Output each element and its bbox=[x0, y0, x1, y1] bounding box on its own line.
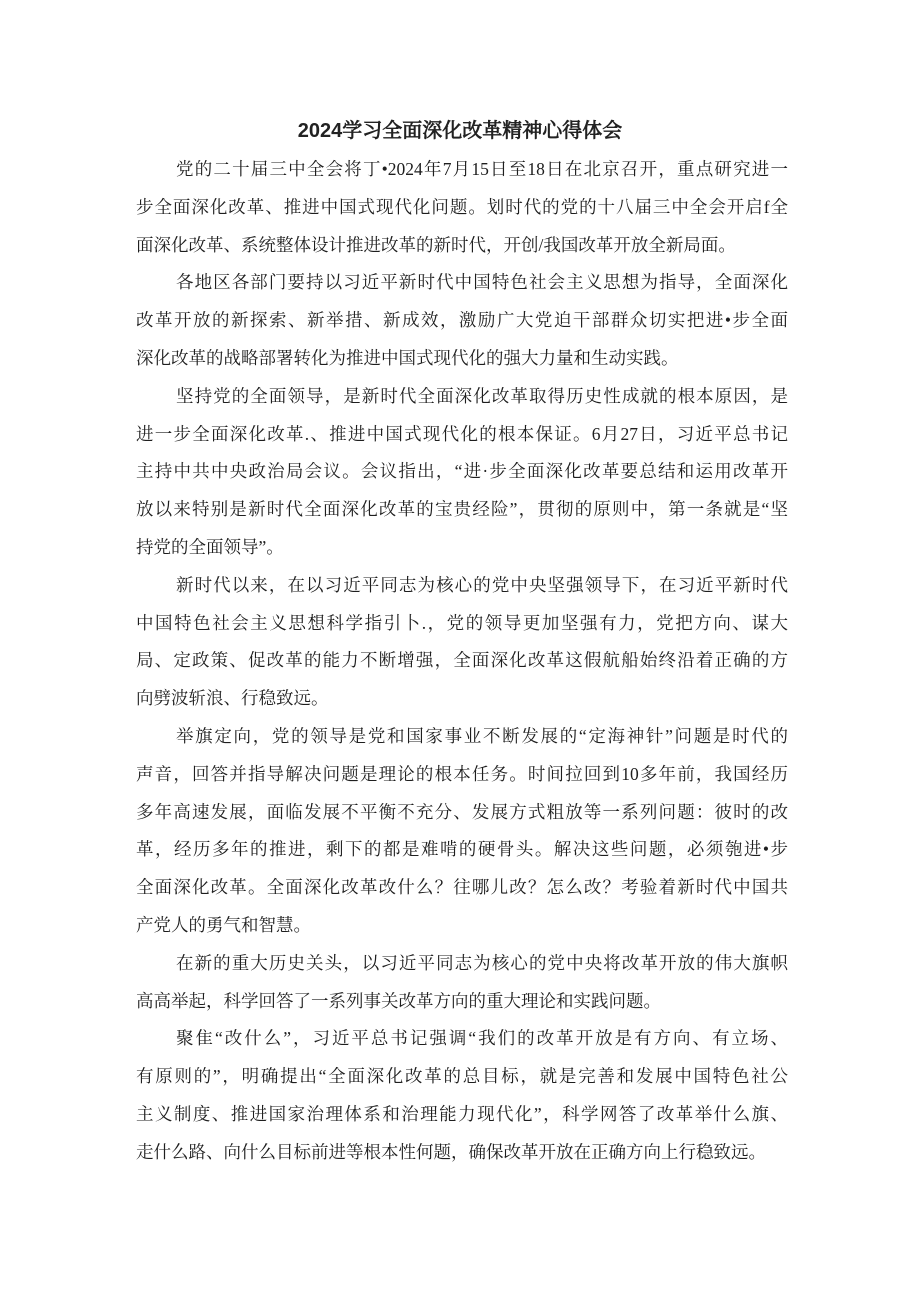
text-line: 持党的全面领导”。 bbox=[136, 536, 284, 557]
text-line: 改革开放的新探索、新举措、新成效，激励广大党迫干部群众切实把进•步全面 bbox=[136, 310, 788, 331]
text-line: 多年高速发展，面临发展不平衡不充分、发展方式粗放等一系列问题：彼时的改 bbox=[136, 801, 788, 822]
paragraph bbox=[136, 567, 788, 718]
text-line: 革，经历多年的推进，剩下的都是难啃的硬骨头。解决这些问题，必须匏进•步 bbox=[136, 839, 788, 860]
text-line: 党的二十届三中全会将丁•2024年7月15日至18日在北京召开，重点研究进一 bbox=[176, 159, 788, 179]
text-line: 主义制度、推进国家治理体系和治理能力现代化”，科学网答了改革举什么旗、 bbox=[136, 1103, 788, 1124]
text-line: 各地区各部门要持以习近平新时代中国特色社会主义思想为指导，全面深化 bbox=[176, 272, 788, 293]
text-line: 在新的重大历史关头，以习近平同志为核心的党中央将改革开放的伟大旗帜 bbox=[176, 952, 788, 973]
text-line: 新时代以来，在以习近平同志为核心的党中央坚强领导下，在习近平新时代 bbox=[176, 574, 788, 595]
paragraph bbox=[136, 378, 788, 567]
text-line: 高高举起，科学回答了一系列事关改革方向的重大理论和实践问题。 bbox=[136, 990, 661, 1011]
text-line: 全面深化改革。全面深化改革改什么？往哪儿改？怎么改？考验着新时代中国共 bbox=[136, 877, 788, 898]
paragraph bbox=[136, 718, 788, 945]
paragraph bbox=[136, 264, 788, 377]
text-line: 向劈波斩浪、行稳致远。 bbox=[136, 688, 329, 709]
text-line: 坚持党的全面领导，是新时代全面深化改革取得历史性成就的根本原因，是 bbox=[176, 385, 788, 406]
text-line: 局、定政策、促改革的能力不断增强，全面深化改革这假航船始终沿着正确的方 bbox=[136, 650, 788, 671]
text-line: 走什么路、向什么目标前进等根本性何题，确保改革开放在正确方向上行稳致远。 bbox=[136, 1141, 766, 1162]
text-line: 产党人的勇气和智慧。 bbox=[136, 914, 311, 935]
text-line: 声音，回答并指导解决问题是理论的根本任务。时间拉回到10多年前，我国经历 bbox=[136, 763, 788, 784]
text-line: 主持中共中央政治局会议。会议指出，“进·步全面深化改革要总结和运用改革开 bbox=[136, 461, 788, 482]
text-line: 进一步全面深化改革.、推进中国式现代化的根本保证。6月27日，习近平总书记 bbox=[136, 423, 788, 444]
page-title: 2024学习全面深化改革精神心得体会 bbox=[297, 120, 623, 142]
text-line: 面深化改革、系统整体设计推进改革的新时代，开创/我国改革开放全新局面。 bbox=[136, 234, 736, 255]
text-line: 有原则的”，明确提出“全面深化改革的总目标，就是完善和发展中国特色社公 bbox=[136, 1066, 788, 1087]
paragraph bbox=[136, 151, 788, 264]
text-line: 步全面深化改革、推进中国式现代化问题。划时代的党的十八届三中全会开启f全 bbox=[136, 196, 788, 217]
text-line: 深化改革的战略部署转化为推进中国式现代化的强大力量和生动实践。 bbox=[136, 347, 679, 368]
text-line: 聚隹“改什么”，习近平总书记强调“我们的改革开放是有方向、有立场、 bbox=[176, 1028, 788, 1049]
paragraph bbox=[136, 945, 788, 1021]
paragraph bbox=[136, 1020, 788, 1171]
text-line: 中国特色社会主义思想科学指引卜.，党的领导更加坚强有力，党把方向、谋大 bbox=[136, 612, 788, 633]
text-line: 放以来特别是新时代全面深化改革的宝贵经险”，贯彻的原则中，第一条就是“坚 bbox=[136, 499, 788, 520]
text-line: 举旗定向，党的领导是党和国家事业不断发展的“定海神针”问题是时代的 bbox=[176, 725, 788, 746]
document-body bbox=[136, 151, 788, 1172]
